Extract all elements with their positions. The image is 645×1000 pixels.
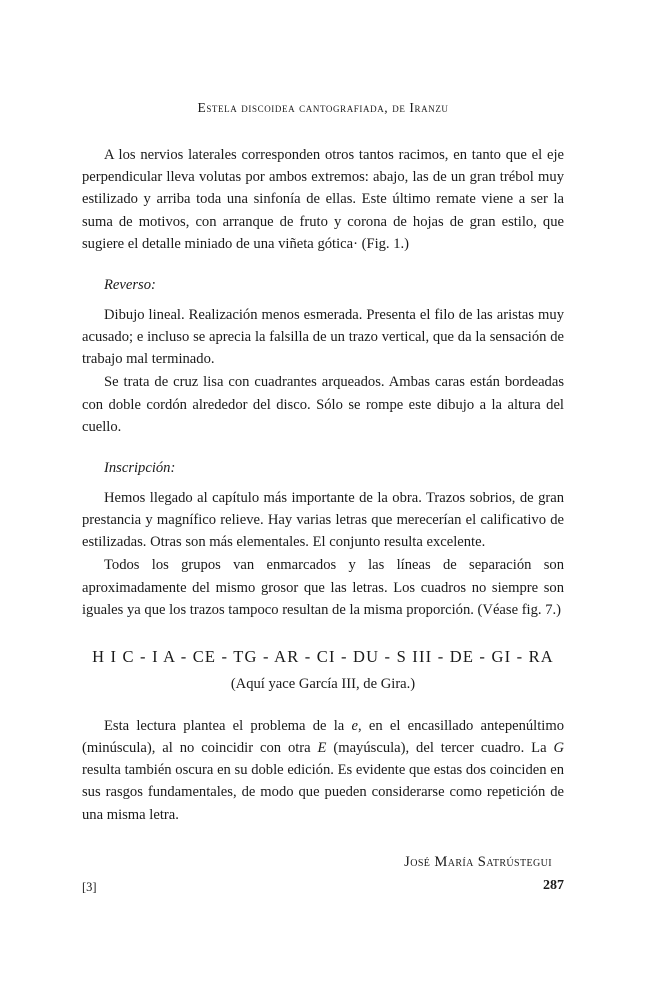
closing-italic-G: G — [553, 740, 565, 757]
paragraph-closing — [82, 715, 564, 826]
closing-part-4: resulta también oscura en su doble edición. Es evidente que estas dos coinciden en sus rasgos fundamentales, de modo que pueden considerarse como repetición de una misma letra. — [82, 762, 564, 823]
folio-marker-left: [3] — [82, 880, 97, 894]
paragraph-reverso-1: Dibujo lineal. Realización menos esmerada. Presenta el filo de las aristas muy acusado; e incluso se aprecia la falsilla de un trazo vertical, que da la sensación de trabajo mal terminado. — [82, 306, 564, 368]
closing-italic-e: e — [351, 717, 358, 734]
author-signature: José María Satrústegui — [404, 853, 552, 870]
section-label-reverso: Reverso: — [104, 276, 156, 293]
closing-italic-E: E — [317, 740, 327, 757]
closing-part-3: (mayúscula), del tercer cuadro. La — [326, 740, 554, 757]
paragraph-reverso-2: Se trata de cruz lisa con cuadrantes arqueados. Ambas caras están bordeadas con doble cordón alrededor del disco. Sólo se rompe este dibujo a la altura del cuello. — [82, 374, 564, 435]
paragraph-intro: A los nervios laterales corresponden otros tantos racimos, en tanto que el eje perpendicular lleva volutas por ambos extremos: abajo, las de un gran trébol muy estilizado y arriba toda una sinfonía de ellas. Este último remate viene a ser la suma de motivos, con arranque de fruto y corona de hojas de gran estilo, que sugiere el detalle miniado de una viñeta gótica· (Fig. 1.) — [82, 147, 564, 252]
page-number: 287 — [543, 878, 564, 893]
inscription-transcription: H I C - I A - CE - TG - AR - CI - DU - S III - DE - GI - RA — [92, 646, 554, 666]
closing-part-1: Esta lectura plantea el problema de la — [104, 717, 352, 734]
page-content — [82, 100, 564, 871]
section-label-inscripcion: Inscripción: — [104, 459, 176, 476]
paragraph-inscripcion-2: Todos los grupos van enmarcados y las líneas de separación son aproximadamente del mismo grosor que las letras. Los cuadros no siempre son iguales ya que los trazos tampoco resultan de la misma proporción. (Véase fig. 7.) — [82, 557, 564, 618]
closing-part-2: , en el encasillado antepenúltimo (minúscula), al no coincidir con otra — [82, 717, 564, 757]
paragraph-inscripcion-1: Hemos llegado al capítulo más importante de la obra. Trazos sobrios, de gran prestancia y magnífico relieve. Hay varias letras que merecerían el calificativo de estilizadas. Otras son más elementales. El conjunto resulta excelente. — [82, 489, 564, 551]
inscription-translation: (Aquí yace García III, de Gira.) — [230, 675, 416, 692]
running-head: Estela discoidea cantografiada, de Iranzu — [197, 100, 449, 115]
